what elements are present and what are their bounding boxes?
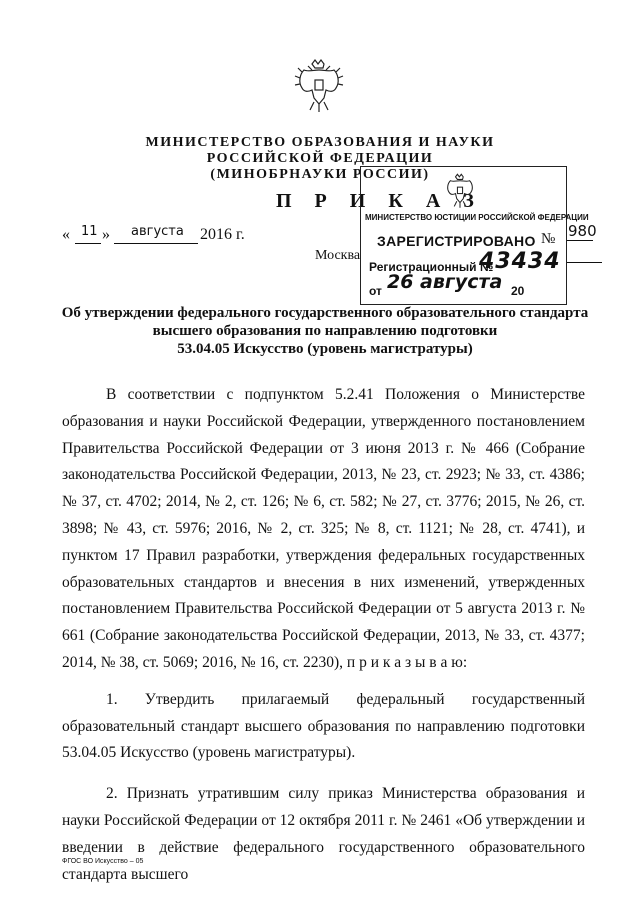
date-day: 11 <box>81 224 98 239</box>
stamp-registered-label: ЗАРЕГИСТРИРОВАНО <box>377 233 536 249</box>
order-number: 980 <box>568 222 597 240</box>
stamp-coat-of-arms-icon <box>443 173 477 209</box>
coat-of-arms-icon <box>294 58 344 114</box>
ministry-name-line1: МИНИСТЕРСТВО ОБРАЗОВАНИЯ И НАУКИ <box>145 135 495 150</box>
ministry-name-line2: РОССИЙСКОЙ ФЕДЕРАЦИИ <box>206 151 434 166</box>
date-open-quote: « <box>62 226 70 243</box>
order-body <box>62 382 585 888</box>
order-number-underline <box>567 240 593 241</box>
city-name: Москва <box>315 248 361 263</box>
body-paragraph-item2: 2. Признать утратившим силу приказ Министерства образования и науки Российской Федерации от 12 октября 2011 г. № 2461 «Об утверждении и введении в действие федерального государственного образовательного стандарта высшего <box>62 785 585 883</box>
date-month: августа <box>131 224 184 239</box>
subject-line3: 53.04.05 Искусство (уровень магистратуры) <box>177 341 473 357</box>
header-rule <box>566 262 602 263</box>
subject-line2: высшего образования по направлению подготовки <box>152 323 498 339</box>
date-year: 2016 г. <box>200 226 245 243</box>
subject-line1: Об утверждении федерального государственного образовательного стандарта <box>61 305 589 321</box>
date-day-underline <box>75 243 101 244</box>
stamp-year-suffix: 20 <box>511 284 525 298</box>
order-subject <box>60 304 590 358</box>
page-footer: ФГОС ВО Искусство – 05 <box>62 858 144 865</box>
document-title: П Р И К А З <box>276 190 483 212</box>
body-paragraph-preamble: В соответствии с подпунктом 5.2.41 Положения о Министерстве образования и науки Российской Федерации, утвержденного постановлением Правительства Российской Федерации от 3 июня 2013 г. № 466 (Собрание законодательства Российской Федерации, 2013, № 23, ст. 2923; № 33, ст. 4386; № 37, ст. 4702; 2014, № 2, ст. 126; № 6, ст. 582; № 27, ст. 3776; 2015, № 26, ст. 3898; № 43, ст. 5976; 2016, № 2, ст. 325; № 8, ст. 1121; № 28, ст. 4741), и пунктом 17 Правил разработки, утверждения федеральных государственных образовательных стандартов и внесения в них изменений, утвержденных постановлением Правительства Российской Федерации от 5 августа 2013 г. № 661 (Собрание законодательства Российской Федерации, 2013, № 33, ст. 4377; 2014, № 38, ст. 5069; 2016, № 16, ст. 2230), п р и к а з ы в а ю: <box>62 386 585 671</box>
body-paragraph-item1: 1. Утвердить прилагаемый федеральный государственный образовательный стандарт высшего образования по направлению подготовки 53.04.05 Искусство (уровень магистратуры). <box>62 690 585 762</box>
stamp-ministry: МИНИСТЕРСТВО ЮСТИЦИИ РОССИЙСКОЙ ФЕДЕРАЦИИ <box>365 213 589 222</box>
stamp-from-label: от <box>369 284 382 298</box>
date-close-quote: » <box>102 226 110 243</box>
stamp-registration-number: 43434 <box>479 249 561 274</box>
stamp-registration-date: 26 августа <box>387 271 503 293</box>
stamp-registration-label: Регистрационный № <box>369 260 494 274</box>
date-month-underline <box>114 243 198 244</box>
stamp-number-sign: № <box>541 231 556 247</box>
ministry-name-line3: (МИНОБРНАУКИ РОССИИ) <box>210 167 430 182</box>
